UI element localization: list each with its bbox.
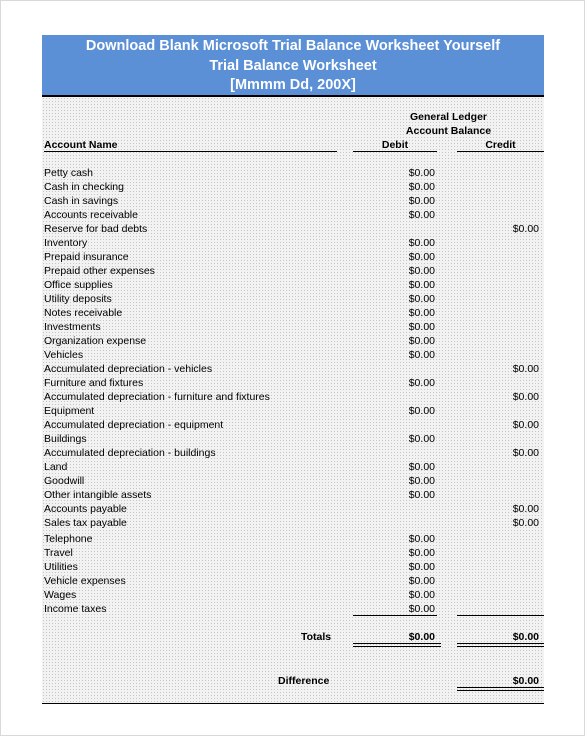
account-debit: $0.00 (408, 603, 435, 615)
difference-credit: $0.00 (512, 675, 539, 687)
account-name: Other intangible assets (44, 489, 152, 501)
difference-label: Difference (278, 675, 330, 687)
account-name: Prepaid insurance (44, 251, 129, 263)
ledger-group-heading-2: Account Balance (405, 125, 492, 137)
account-debit: $0.00 (408, 251, 435, 263)
debit-heading-underline (353, 151, 437, 152)
account-debit: $0.00 (408, 475, 435, 487)
account-name: Wages (44, 589, 77, 601)
account-debit: $0.00 (408, 167, 435, 179)
account-debit: $0.00 (408, 433, 435, 445)
account-credit: $0.00 (512, 503, 539, 515)
account-name: Travel (44, 547, 73, 559)
account-debit: $0.00 (408, 547, 435, 559)
account-debit: $0.00 (408, 575, 435, 587)
account-credit: $0.00 (512, 517, 539, 529)
account-credit: $0.00 (512, 419, 539, 431)
account-name: Investments (44, 321, 101, 333)
account-debit: $0.00 (408, 335, 435, 347)
totals-credit: $0.00 (512, 631, 539, 643)
account-name: Buildings (44, 433, 87, 445)
account-debit: $0.00 (408, 489, 435, 501)
worksheet-header (42, 35, 544, 95)
account-name-heading: Account Name (44, 139, 118, 151)
header-subtitle: Trial Balance Worksheet (209, 57, 377, 74)
account-name: Prepaid other expenses (44, 265, 155, 277)
account-debit: $0.00 (408, 533, 435, 545)
account-debit: $0.00 (408, 209, 435, 221)
account-name: Furniture and fixtures (44, 377, 144, 389)
account-name: Utilities (44, 561, 78, 573)
credit-heading: Credit (485, 139, 516, 151)
account-name: Accounts receivable (44, 209, 138, 221)
account-credit: $0.00 (512, 391, 539, 403)
account-debit: $0.00 (408, 321, 435, 333)
account-debit: $0.00 (408, 377, 435, 389)
account-name: Reserve for bad debts (44, 223, 148, 235)
totals-debit: $0.00 (408, 631, 435, 643)
account-debit: $0.00 (408, 461, 435, 473)
account-debit: $0.00 (408, 265, 435, 277)
account-debit: $0.00 (408, 293, 435, 305)
account-name: Cash in checking (44, 181, 124, 193)
account-credit: $0.00 (512, 447, 539, 459)
account-name: Vehicles (44, 349, 84, 361)
account-name: Vehicle expenses (44, 575, 126, 587)
totals-credit-double-rule (457, 643, 544, 647)
credit-subtotal-rule (457, 615, 544, 616)
header-title: Download Blank Microsoft Trial Balance Worksheet Yourself (85, 38, 501, 54)
account-name: Inventory (44, 237, 88, 249)
account-name: Equipment (44, 405, 95, 417)
account-debit: $0.00 (408, 181, 435, 193)
account-heading-underline (44, 151, 337, 152)
account-name: Sales tax payable (44, 517, 127, 529)
account-name: Utility deposits (44, 293, 112, 305)
account-credit: $0.00 (512, 363, 539, 375)
account-debit: $0.00 (408, 561, 435, 573)
account-name: Cash in savings (44, 195, 119, 207)
account-name: Accounts payable (44, 503, 127, 515)
account-name: Accumulated depreciation - buildings (44, 447, 216, 459)
account-name: Notes receivable (44, 307, 123, 319)
account-name: Petty cash (44, 167, 94, 179)
account-debit: $0.00 (408, 237, 435, 249)
account-name: Income taxes (44, 603, 107, 615)
bottom-rule (42, 703, 544, 704)
ledger-group-heading-1: General Ledger (409, 111, 488, 123)
account-name: Accumulated depreciation - furniture and fixtures (44, 391, 270, 403)
account-name: Goodwill (44, 475, 85, 487)
account-name: Accumulated depreciation - equipment (44, 419, 224, 431)
account-debit: $0.00 (408, 195, 435, 207)
account-name: Accumulated depreciation - vehicles (44, 363, 213, 375)
debit-heading: Debit (381, 139, 409, 151)
debit-subtotal-rule (353, 615, 437, 616)
account-name: Organization expense (44, 335, 147, 347)
account-name: Land (44, 461, 68, 473)
header-date: [Mmmm Dd, 200X] (230, 77, 356, 93)
account-name: Office supplies (44, 279, 113, 291)
totals-debit-double-rule (353, 643, 441, 647)
account-debit: $0.00 (408, 349, 435, 361)
account-name: Telephone (44, 533, 93, 545)
account-credit: $0.00 (512, 223, 539, 235)
account-debit: $0.00 (408, 279, 435, 291)
account-debit: $0.00 (408, 589, 435, 601)
account-debit: $0.00 (408, 307, 435, 319)
account-debit: $0.00 (408, 405, 435, 417)
totals-label: Totals (301, 631, 332, 643)
difference-double-rule (457, 687, 544, 691)
credit-heading-underline (457, 151, 544, 152)
